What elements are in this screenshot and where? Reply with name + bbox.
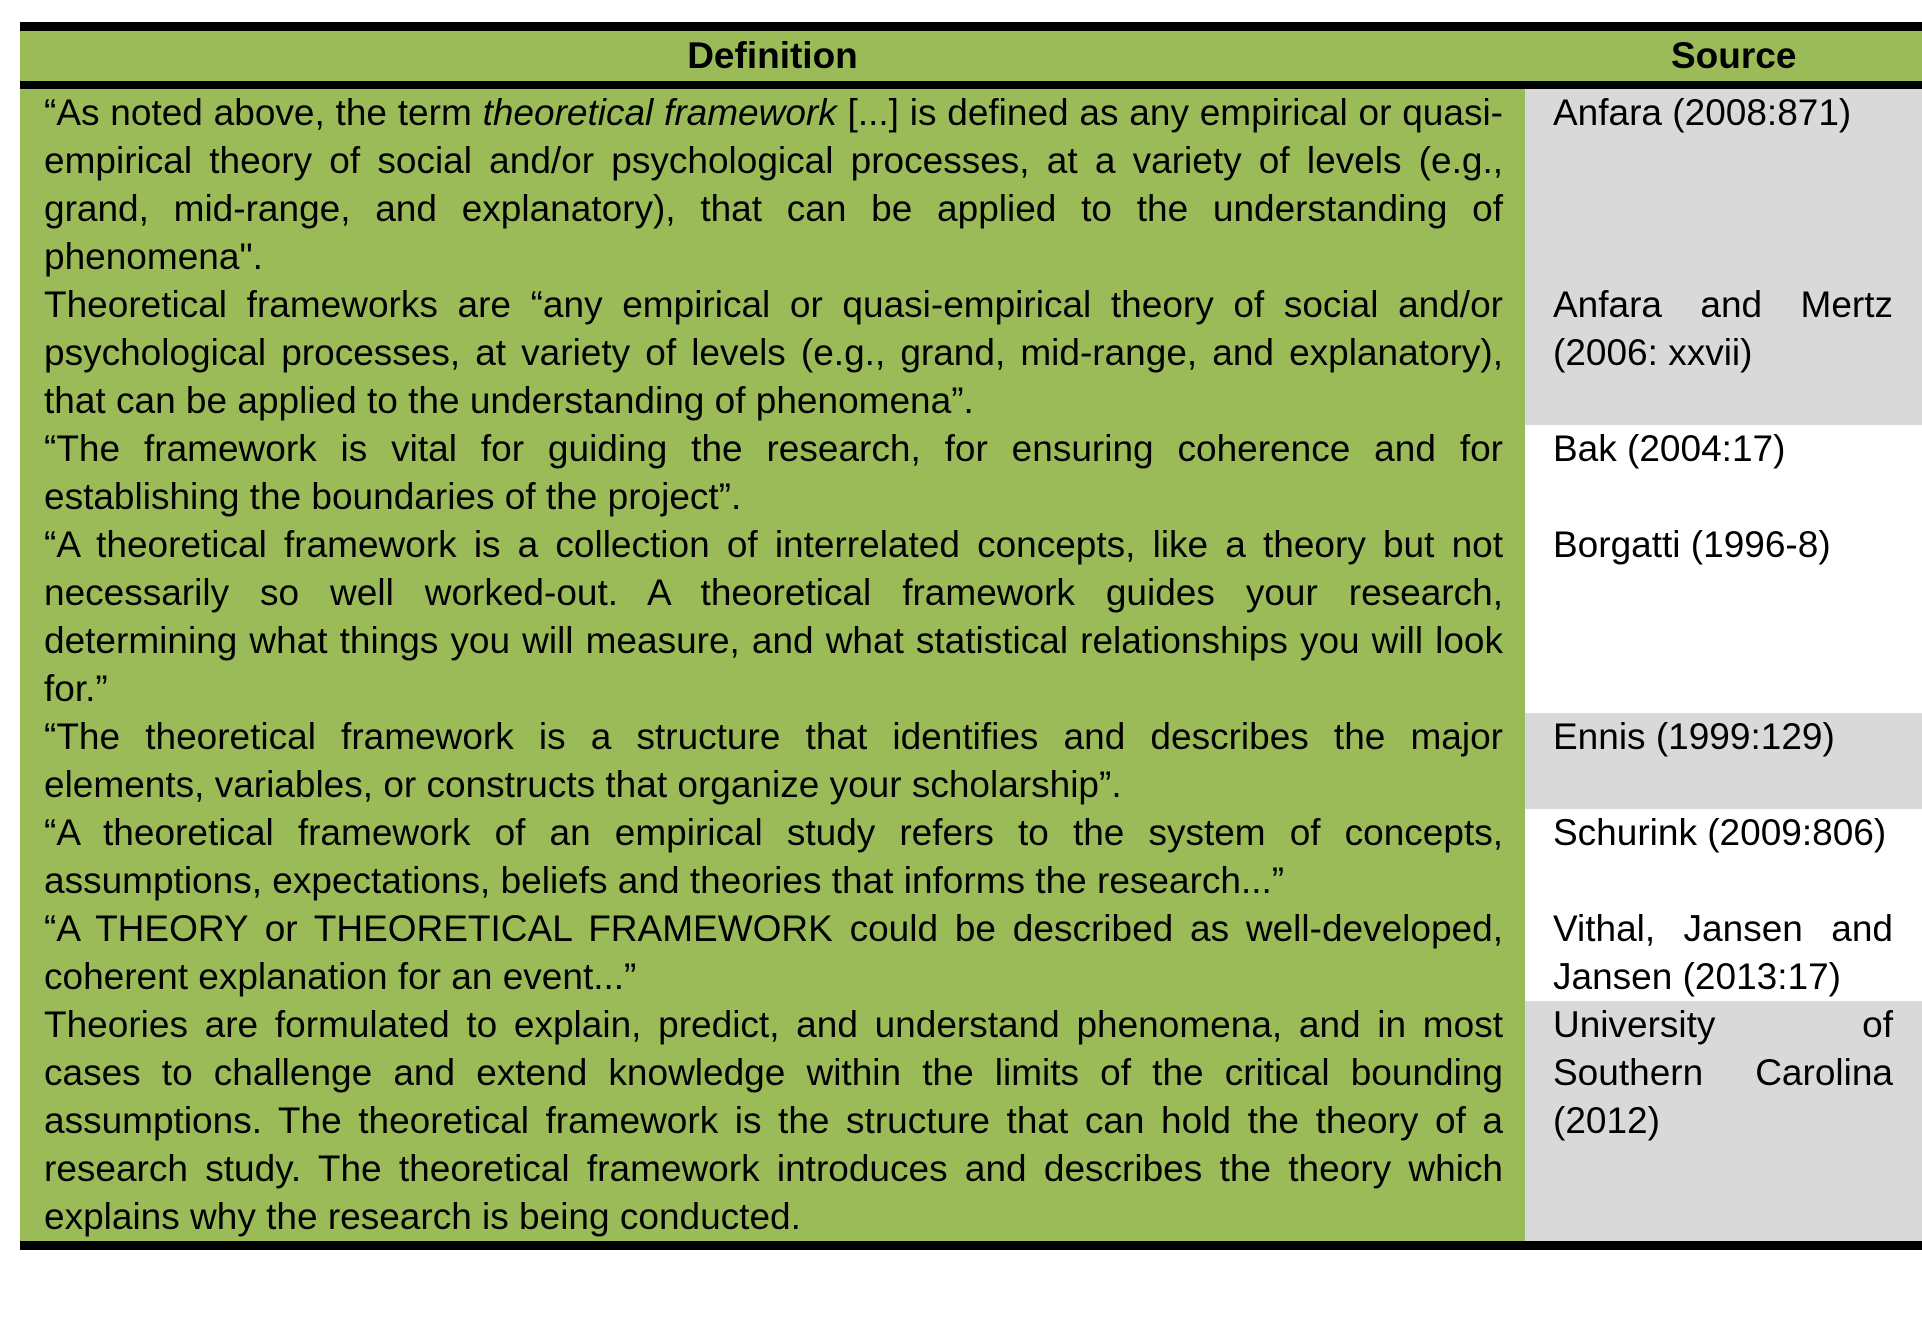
source-header: Source xyxy=(1525,31,1922,85)
table-row xyxy=(20,1001,1922,1241)
definition-cell: “A theoretical framework of an empirical study refers to the system of concepts, assumptions, expectations, beliefs and theories that informs the research...” xyxy=(20,809,1525,905)
definition-italic-term: theoretical framework xyxy=(482,92,837,133)
definition-text: [...] is defined as any empirical or quasi-empirical theory of social and/or psychological processes, at a variety of levels (e.g., grand, mid-range, and explanatory), that can be applied to the understanding of phenomena". xyxy=(44,92,1504,277)
definitions-grid xyxy=(20,31,1922,1241)
definition-text: “As noted above, the term xyxy=(44,92,483,133)
source-cell: Ennis (1999:129) xyxy=(1525,713,1922,809)
table-row xyxy=(20,281,1922,425)
definitions-table xyxy=(20,22,1922,1250)
definition-header: Definition xyxy=(20,31,1525,85)
source-cell xyxy=(1525,281,1922,425)
source-line: (2012) xyxy=(1553,1100,1660,1141)
definition-cell: “The theoretical framework is a structure that identifies and describes the major elements, variables, or constructs that organize your scholarship”. xyxy=(20,713,1525,809)
table-row xyxy=(20,713,1922,809)
definition-cell: “A theoretical framework is a collection of interrelated concepts, like a theory but not necessarily so well worked-out. A theoretical framework guides your research, determining what things you will measure, and what statistical relationships you will look for.” xyxy=(20,521,1525,713)
source-line: Jansen (2013:17) xyxy=(1553,956,1841,997)
source-line: Anfara and Mertz xyxy=(1553,284,1893,325)
table-row xyxy=(20,425,1922,521)
header-row xyxy=(20,31,1922,85)
source-cell: Schurink (2009:806) xyxy=(1525,809,1922,905)
source-line: Vithal, Jansen and xyxy=(1553,908,1893,949)
source-line: Southern Carolina xyxy=(1553,1052,1893,1093)
definition-cell: Theoretical frameworks are “any empirical or quasi-empirical theory of social and/or psychological processes, at variety of levels (e.g., grand, mid-range, and explanatory), that can be applied to the understanding of phenomena”. xyxy=(20,281,1525,425)
table-row xyxy=(20,905,1922,1001)
source-cell: Anfara (2008:871) xyxy=(1525,85,1922,281)
table-row xyxy=(20,809,1922,905)
table-row xyxy=(20,521,1922,713)
source-line: University of xyxy=(1553,1004,1893,1045)
source-cell: Borgatti (1996-8) xyxy=(1525,521,1922,713)
definition-cell: “A THEORY or THEORETICAL FRAMEWORK could be described as well-developed, coherent explanation for an event...” xyxy=(20,905,1525,1001)
source-cell: Bak (2004:17) xyxy=(1525,425,1922,521)
source-line: (2006: xxvii) xyxy=(1553,332,1753,373)
definition-cell: Theories are formulated to explain, predict, and understand phenomena, and in most cases to challenge and extend knowledge within the limits of the critical bounding assumptions. The theoretical framework is the structure that can hold the theory of a research study. The theoretical framework introduces and describes the theory which explains why the research is being conducted. xyxy=(20,1001,1525,1241)
definition-cell xyxy=(20,85,1525,281)
source-cell xyxy=(1525,1001,1922,1241)
source-cell xyxy=(1525,905,1922,1001)
table-row xyxy=(20,85,1922,281)
definition-cell: “The framework is vital for guiding the research, for ensuring coherence and for establishing the boundaries of the project”. xyxy=(20,425,1525,521)
